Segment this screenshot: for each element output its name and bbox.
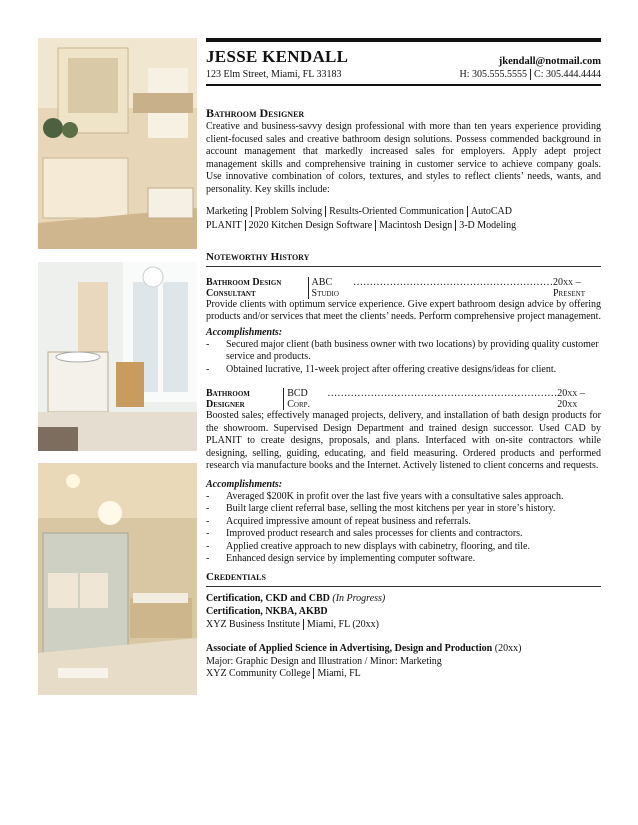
credentials-heading: Credentials	[206, 571, 601, 587]
skills-row-1	[206, 205, 601, 219]
cert-1	[206, 593, 601, 606]
degree-name: Associate of Applied Science in Advertising, Design and Production	[206, 643, 493, 655]
skill: 3-D Modeling	[459, 219, 517, 231]
skill: Results-Oriented Communication	[329, 205, 464, 217]
degree-line	[206, 643, 601, 656]
profile-title: Bathroom Designer	[206, 106, 305, 120]
header-rule	[206, 84, 601, 86]
skill: AutoCAD	[470, 205, 512, 217]
bathroom-photo-1	[38, 38, 197, 249]
list-item: - Improved product research and sales processes for clients and contractors.	[206, 528, 601, 540]
job-2-description: Boosted sales; effectively managed projects, delivery, and installation of bath design products for the showroom. Supervised Design Department and trained design successor. Used CAD by PLANIT to create designs, proposals, and plans. Interfaced with on-site contractors while designing, selling, guiding, educating, and field measuring. Ordered products and performed research via manufacture books and the Internet. Actively listened to client concerns and requests.	[206, 409, 601, 472]
skill: 2020 Kitchen Design Software	[248, 219, 373, 231]
job-1-bullets	[206, 339, 601, 376]
cert-institute: XYZ Business Institute	[206, 618, 300, 630]
degree-major: Major: Graphic Design and Illustration / Minor: Marketing	[206, 655, 442, 667]
job-2-dates: 20xx – 20xx	[557, 387, 585, 410]
skill: PLANIT	[206, 219, 242, 231]
cert-2: Certification, NKBA, AKBD	[206, 605, 328, 617]
list-item: - Applied creative approach to new displays with cabinetry, flooring, and tile.	[206, 541, 601, 553]
job-1-role: Bathroom Design Consultant	[206, 276, 282, 299]
bathroom-photo-3	[38, 463, 197, 695]
resume-main-column	[206, 38, 601, 681]
phone-cell: C: 305.444.4444	[534, 69, 601, 80]
job-2-header	[206, 388, 601, 410]
cert-institute-line	[206, 619, 601, 632]
list-item: - Acquired impressive amount of repeat business and referrals.	[206, 516, 601, 528]
accomplishments-label: Accomplishments:	[206, 326, 283, 338]
job-1-company: ABC Studio	[311, 276, 339, 299]
phones	[460, 69, 601, 80]
candidate-name: JESSE KENDALL	[206, 47, 349, 66]
skills-row-2	[206, 219, 601, 233]
college-location: Miami, FL	[317, 668, 361, 680]
accomplishments-label: Accomplishments:	[206, 478, 283, 490]
list-item: - Averaged $200K in profit over the last five years with a consultative sales approach.	[206, 491, 601, 503]
cert-1-name: Certification, CKD and CBD	[206, 593, 330, 605]
degree-year: (20xx)	[494, 643, 522, 655]
job-1-dates: 20xx – Present	[553, 276, 586, 299]
leader-dots: ……………………………………………………………	[327, 387, 558, 399]
top-rule	[206, 38, 601, 42]
address: 123 Elm Street, Miami, FL 33183	[206, 69, 342, 80]
job-1-description: Provide clients with optimum service experience. Give expert bathroom design advice by offering products and/or services that meet the clients’ needs. Perform comprehensive project management.	[206, 298, 601, 323]
list-item: - Obtained lucrative, 11-week project after offering creative designs/ideas for client.	[206, 364, 601, 376]
skill: Macintosh Design	[379, 219, 453, 231]
list-item: - Enhanced design service by implementing computer software.	[206, 553, 601, 565]
header	[206, 47, 601, 67]
list-item: - Secured major client (bath business owner with two locations) by providing quality customer service and products.	[206, 339, 601, 364]
history-heading: Noteworthy History	[206, 251, 601, 267]
cert-location: Miami, FL (20xx)	[306, 618, 380, 630]
job-2-bullets	[206, 491, 601, 565]
college: XYZ Community College	[206, 668, 311, 680]
credentials-list	[206, 593, 601, 681]
email-link[interactable]: jkendall@notmail.com	[498, 56, 601, 67]
contact-line	[206, 69, 601, 80]
phone-home: H: 305.555.5555	[459, 69, 528, 80]
skill: Marketing	[206, 205, 248, 217]
skills-list	[206, 205, 601, 233]
leader-dots: ……………………………………………………	[350, 276, 553, 288]
job-2-company: BCD Corp.	[287, 387, 311, 410]
skill: Problem Solving	[254, 205, 323, 217]
bathroom-photo-2	[38, 262, 197, 451]
list-item: - Built large client referral base, selling the most kitchens per year in store’s history.	[206, 503, 601, 515]
college-line	[206, 668, 601, 681]
profile-summary: Creative and business-savvy design professional with more than ten years experience providing client-focused sales and creative bathroom design solutions. Possess commended background in account management that markedly increased sales for employers. Apply adept project management skills and comprehensive training in customer service to achieve company goals. Use innovative combination of colors, textures, and styles to reflect clients’ needs, wants, and personality. Key skills include:	[206, 121, 601, 195]
job-1-header	[206, 277, 601, 299]
job-2-role: Bathroom Designer	[206, 387, 250, 410]
cert-1-note: (In Progress)	[332, 593, 386, 605]
